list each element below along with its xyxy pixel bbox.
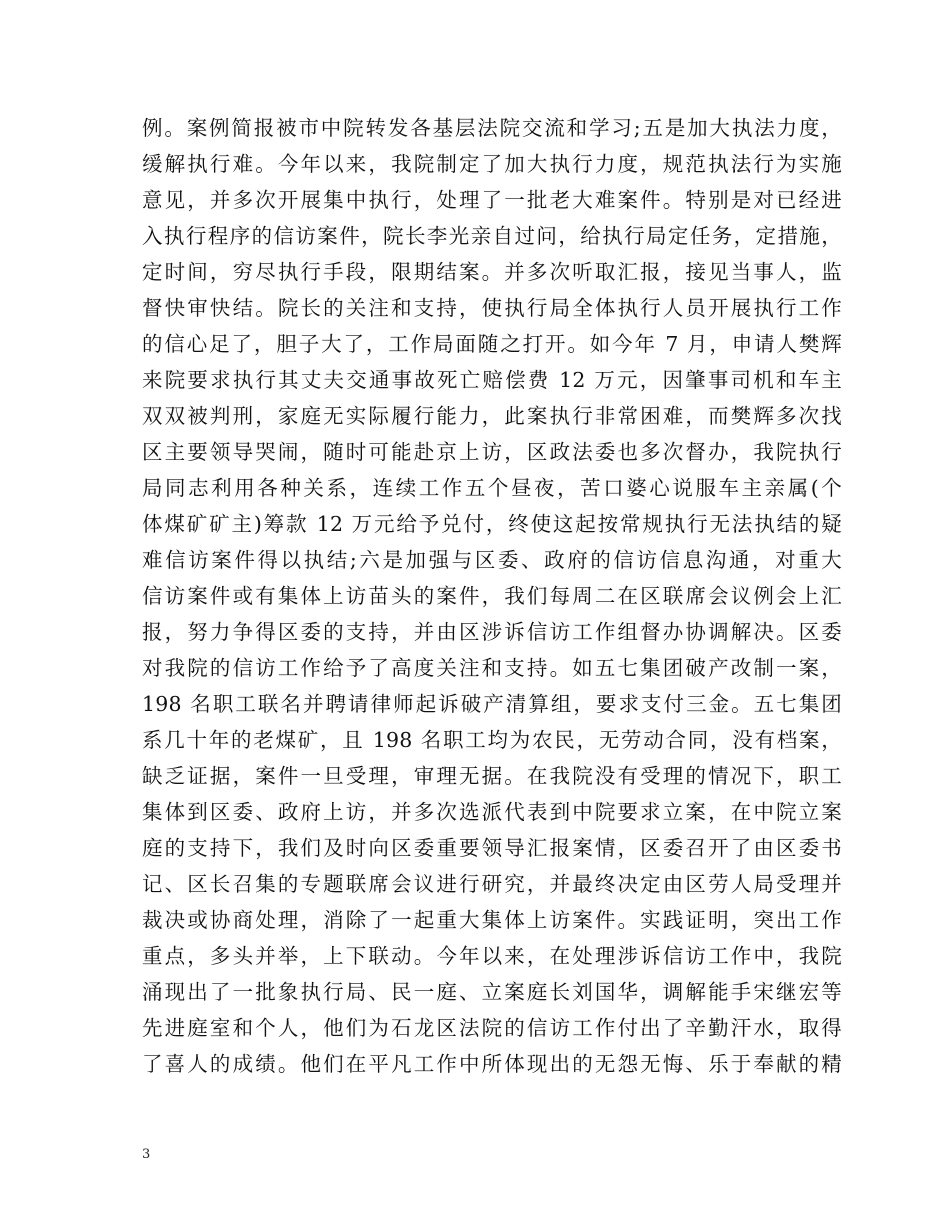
body-paragraph	[142, 110, 842, 1082]
text-line: 局同志利用各种关系，连续工作五个昼夜，苦口婆心说服车主亲属(个	[142, 476, 842, 500]
text-line: 例。案例简报被市中院转发各基层法院交流和学习;五是加大执法力度，	[142, 116, 842, 140]
text-line: 了喜人的成绩。他们在平凡工作中所体现出的无怨无悔、乐于奉献的精	[142, 1052, 842, 1076]
text-line: 信访案件或有集体上访苗头的案件，我们每周二在区联席会议例会上汇	[142, 584, 842, 608]
text-line: 涌现出了一批象执行局、民一庭、立案庭长刘国华，调解能手宋继宏等	[142, 980, 842, 1004]
text-line: 对我院的信访工作给予了高度关注和支持。如五七集团破产改制一案，	[142, 656, 842, 680]
text-line: 报，努力争得区委的支持，并由区涉诉信访工作组督办协调解决。区委	[142, 620, 842, 644]
text-line: 重点，多头并举，上下联动。今年以来，在处理涉诉信访工作中，我院	[142, 944, 842, 968]
text-line: 庭的支持下，我们及时向区委重要领导汇报案情，区委召开了由区委书	[142, 836, 842, 860]
text-line: 系几十年的老煤矿，且 198 名职工均为农民，无劳动合同，没有档案，	[142, 728, 842, 752]
text-line: 的信心足了，胆子大了，工作局面随之打开。如今年 7 月，申请人樊辉	[142, 332, 842, 356]
text-line: 区主要领导哭闹，随时可能赴京上访，区政法委也多次督办，我院执行	[142, 440, 842, 464]
text-line: 198 名职工联名并聘请律师起诉破产清算组，要求支付三金。五七集团	[142, 692, 842, 716]
text-line: 体煤矿矿主)筹款 12 万元给予兑付，终使这起按常规执行无法执结的疑	[142, 512, 842, 536]
text-line: 记、区长召集的专题联席会议进行研究，并最终决定由区劳人局受理并	[142, 872, 842, 896]
text-line: 入执行程序的信访案件，院长李光亲自过问，给执行局定任务，定措施，	[142, 224, 842, 248]
text-line: 难信访案件得以执结;六是加强与区委、政府的信访信息沟通，对重大	[142, 548, 842, 572]
text-line: 裁决或协商处理，消除了一起重大集体上访案件。实践证明，突出工作	[142, 908, 842, 932]
text-line: 意见，并多次开展集中执行，处理了一批老大难案件。特别是对已经进	[142, 188, 842, 212]
text-line: 集体到区委、政府上访，并多次选派代表到中院要求立案，在中院立案	[142, 800, 842, 824]
text-line: 督快审快结。院长的关注和支持，使执行局全体执行人员开展执行工作	[142, 296, 842, 320]
text-line: 定时间，穷尽执行手段，限期结案。并多次听取汇报，接见当事人，监	[142, 260, 842, 284]
text-line: 缓解执行难。今年以来，我院制定了加大执行力度，规范执法行为实施	[142, 152, 842, 176]
text-line: 来院要求执行其丈夫交通事故死亡赔偿费 12 万元，因肇事司机和车主	[142, 368, 842, 392]
text-line: 缺乏证据，案件一旦受理，审理无据。在我院没有受理的情况下，职工	[142, 764, 842, 788]
text-line: 先进庭室和个人，他们为石龙区法院的信访工作付出了辛勤汗水，取得	[142, 1016, 842, 1040]
page-number: 3	[142, 1147, 151, 1162]
text-line: 双双被判刑，家庭无实际履行能力，此案执行非常困难，而樊辉多次找	[142, 404, 842, 428]
